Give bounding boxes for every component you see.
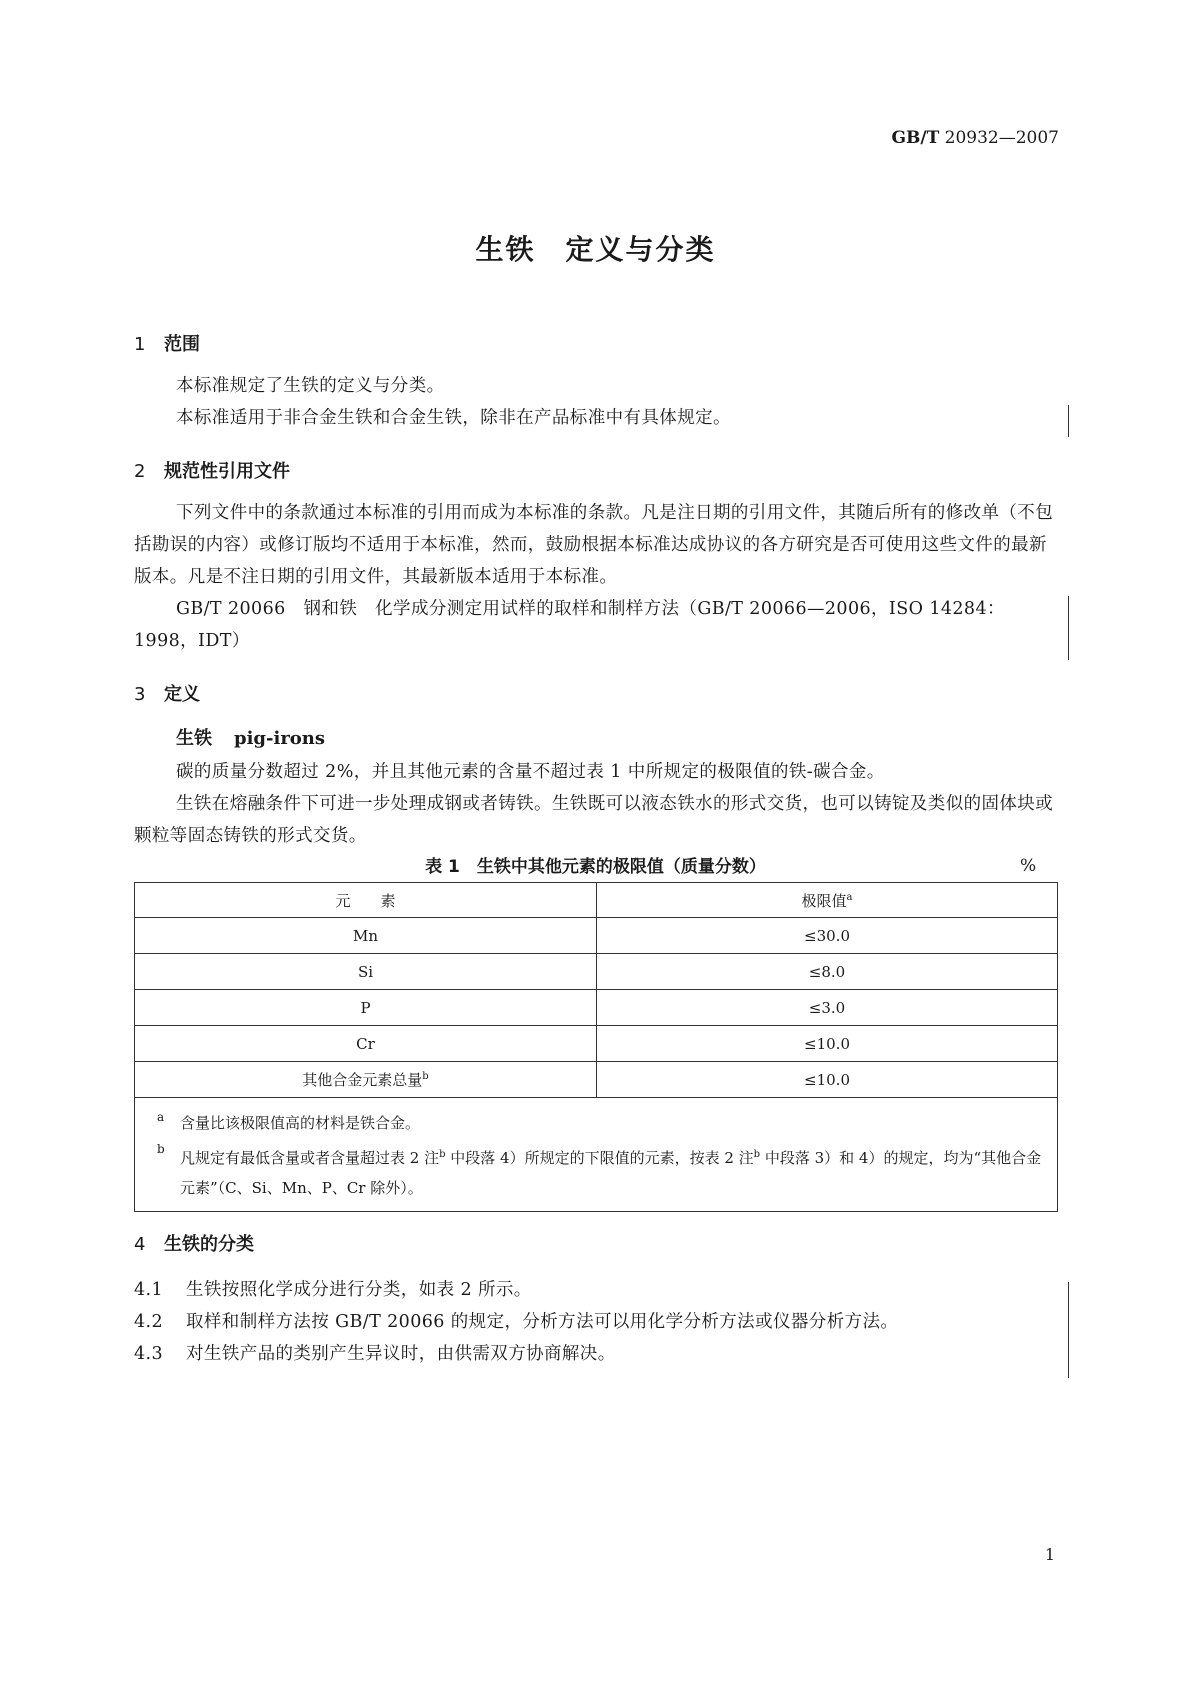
clause-number: 4.2	[134, 1312, 164, 1332]
table-1	[134, 882, 1058, 1212]
clause-4-1	[134, 1274, 1054, 1306]
section-2-heading	[134, 457, 290, 483]
cell-limit: ≤10.0	[597, 1062, 1058, 1098]
section-title: 定义	[164, 684, 200, 705]
note-text: 含量比该极限值高的材料是铁合金。	[180, 1114, 421, 1132]
table-1-caption: 表 1 生铁中其他元素的极限值（质量分数）	[425, 857, 766, 877]
section-number: 1	[134, 334, 146, 355]
section-title: 生铁的分类	[164, 1234, 254, 1255]
section-title: 规范性引用文件	[164, 461, 290, 482]
section-1-para-1: 本标准规定了生铁的定义与分类。	[176, 376, 445, 396]
cell-limit: ≤8.0	[597, 954, 1058, 990]
reference-gbt20066: GB/T 20066 钢和铁 化学成分测定用试样的取样和制样方法（GB/T 20066—2006，ISO 14284：1998，IDT）	[134, 599, 1005, 651]
clause-text: 取样和制样方法按 GB/T 20066 的规定，分析方法可以用化学分析方法或仪器分析方法。	[186, 1312, 899, 1332]
cell-element-text: 其他合金元素总量	[302, 1071, 423, 1089]
table-1-notes	[134, 1098, 1058, 1212]
section-number: 2	[134, 461, 146, 482]
note-mark: a	[157, 1110, 165, 1124]
section-3-para-2: 生铁在熔融条件下可进一步处理成钢或者铸铁。生铁既可以液态铁水的形式交货，也可以铸锭及类似的固体块或颗粒等固态铸铁的形式交货。	[134, 794, 1054, 846]
change-bar	[1068, 405, 1069, 437]
term-chinese: 生铁	[176, 728, 212, 749]
section-1-para-2: 本标准适用于非合金生铁和合金生铁，除非在产品标准中有具体规定。	[176, 408, 731, 428]
document-title: 生铁 定义与分类	[475, 233, 716, 266]
clause-4-2	[134, 1306, 1054, 1338]
header-element: 元 素	[135, 883, 597, 918]
section-number: 3	[134, 684, 146, 705]
standard-code: 20932—2007	[944, 128, 1059, 148]
table-row	[135, 954, 1058, 990]
section-4-heading	[134, 1230, 254, 1256]
note-text-part: 中段落 4）所规定的下限值的元素，按表 2 注	[445, 1149, 754, 1167]
note-text-part: 凡规定有最低含量或者含量超过表 2 注	[180, 1149, 440, 1167]
note-ref-mark: b	[439, 1149, 446, 1160]
clause-number: 4.1	[134, 1280, 164, 1300]
section-2-para-1: 下列文件中的条款通过本标准的引用而成为本标准的条款。凡是注日期的引用文件，其随后所有的修改单（不包括勘误的内容）或修订版均不适用于本标准，然而，鼓励根据本标准达成协议的各方研究是否可使用这些文件的最新版本。凡是不注日期的引用文件，其最新版本适用于本标准。	[134, 503, 1054, 587]
clause-4-3	[134, 1338, 1054, 1370]
cell-element: Mn	[135, 918, 597, 954]
header-limit-note-mark: a	[846, 891, 853, 903]
section-number: 4	[134, 1234, 146, 1255]
note-ref-mark: b	[753, 1149, 761, 1160]
section-title: 范围	[164, 334, 200, 355]
header-limit-label: 极限值	[801, 891, 847, 910]
cell-element: Si	[135, 954, 597, 990]
cell-limit: ≤30.0	[597, 918, 1058, 954]
section-1-heading	[134, 330, 200, 356]
section-3-heading	[134, 680, 200, 706]
note-mark: b	[157, 1142, 165, 1156]
table-header-row	[135, 883, 1058, 918]
cell-element: Cr	[135, 1026, 597, 1062]
table-1-unit: %	[1020, 856, 1037, 876]
change-bar	[1068, 596, 1069, 660]
cell-element: P	[135, 990, 597, 1026]
clause-text: 生铁按照化学成分进行分类，如表 2 所示。	[186, 1280, 532, 1300]
table-row	[135, 918, 1058, 954]
clause-number: 4.3	[134, 1344, 164, 1364]
table-row	[135, 1026, 1058, 1062]
table-row	[135, 1062, 1058, 1098]
note-text-part: 中段落 3）和 4）的规定，均为“其他合金元素”（C、Si、Mn、P、Cr 除外）。	[180, 1149, 1042, 1197]
cell-limit: ≤3.0	[597, 990, 1058, 1026]
page-number: 1	[1044, 1545, 1055, 1564]
term-definition: 碳的质量分数超过 2%，并且其他元素的含量不超过表 1 中所规定的极限值的铁-碳合金。	[176, 762, 885, 782]
clause-text: 对生铁产品的类别产生异议时，由供需双方协商解决。	[186, 1344, 616, 1364]
table-note-b	[157, 1140, 1047, 1203]
cell-note-mark: b	[422, 1071, 429, 1082]
standard-prefix: GB/T	[891, 128, 940, 148]
limits-table	[134, 882, 1058, 1098]
header-limit	[597, 883, 1058, 918]
change-bar	[1068, 1282, 1069, 1378]
table-note-a	[157, 1108, 1047, 1138]
cell-limit: ≤10.0	[597, 1026, 1058, 1062]
standard-number	[892, 128, 1060, 148]
term-pig-iron	[176, 724, 325, 750]
cell-element	[135, 1062, 597, 1098]
term-english: pig-irons	[234, 728, 326, 749]
table-row	[135, 990, 1058, 1026]
